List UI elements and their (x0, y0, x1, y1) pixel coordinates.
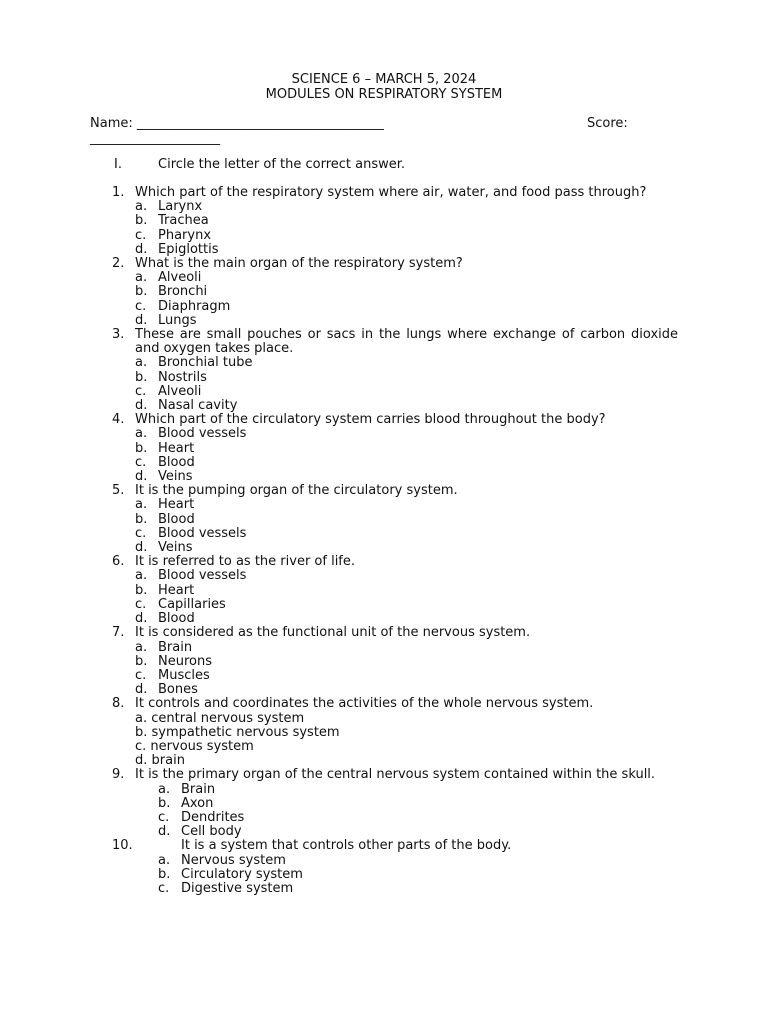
question-number: 10. (112, 838, 133, 854)
answer-option: a. Brain (135, 639, 193, 655)
question-text: It is a system that controls other parts of the body. (181, 838, 512, 854)
question-item (112, 555, 678, 626)
question-list (112, 186, 678, 896)
question-number: 6. (112, 554, 125, 570)
answer-option: b. Heart (135, 582, 195, 598)
answer-option: b. Blood (135, 511, 195, 527)
answer-option: b. Trachea (135, 213, 209, 229)
answer-option: a. central nervous system (135, 710, 305, 726)
answer-option: a. Larynx (135, 199, 203, 215)
answer-option: a. Alveoli (135, 270, 202, 286)
answer-option: c. Blood (135, 454, 195, 470)
question-text: It controls and coordinates the activities of the whole nervous system. (135, 696, 594, 712)
instruction (114, 157, 405, 172)
question-number: 2. (112, 256, 125, 272)
name-score-line (90, 116, 680, 146)
answer-option: c. Pharynx (135, 227, 212, 243)
question-text: It is referred to as the river of life. (135, 554, 356, 570)
question-text: It is the primary organ of the central nervous system contained within the skull. (135, 767, 656, 783)
answer-option: c. Muscles (135, 667, 210, 683)
header-title: SCIENCE 6 – MARCH 5, 2024 (291, 72, 477, 87)
answer-option: b. Neurons (135, 653, 212, 669)
question-text: Which part of the circulatory system carries blood throughout the body? (135, 412, 606, 428)
question-number: 5. (112, 483, 125, 499)
question-item (112, 328, 678, 413)
question-number: 1. (112, 185, 125, 200)
instruction-text: Circle the letter of the correct answer. (158, 157, 406, 172)
question-item (112, 413, 678, 484)
question-item (112, 484, 678, 555)
answer-option: d. brain (135, 753, 185, 769)
answer-option: c. Alveoli (135, 383, 202, 399)
answer-option: c. Diaphragm (135, 298, 231, 314)
question-number: 7. (112, 625, 125, 641)
question-text: It is considered as the functional unit of the nervous system. (135, 625, 531, 641)
answer-option: d. Blood (135, 611, 195, 627)
name-field: Name: ______________________________________ (90, 116, 384, 131)
answer-option: b. Circulatory system (158, 866, 303, 882)
answer-option: b. sympathetic nervous system (135, 724, 340, 740)
answer-option: c. Capillaries (135, 596, 226, 612)
question-text: Which part of the respiratory system where air, water, and food pass through? (135, 185, 647, 200)
answer-option: d. Veins (135, 540, 193, 556)
answer-option: b. Heart (135, 440, 195, 456)
answer-option: d. Bones (135, 682, 198, 698)
answer-option: b. Bronchi (135, 284, 208, 300)
header-subtitle: MODULES ON RESPIRATORY SYSTEM (265, 87, 503, 102)
document-header (0, 72, 768, 102)
answer-option: d. Cell body (158, 824, 242, 840)
answer-option: b. Nostrils (135, 369, 207, 385)
score-field-line: ____________________ (90, 131, 220, 146)
question-text: What is the main organ of the respiratory system? (135, 256, 463, 272)
question-number: 9. (112, 767, 125, 783)
instruction-number: I. (114, 157, 122, 172)
answer-option: d. Veins (135, 469, 193, 485)
question-item (112, 626, 678, 697)
question-number: 4. (112, 412, 125, 428)
answer-option: a. Bronchial tube (135, 355, 253, 371)
answer-option: c. nervous system (135, 738, 254, 754)
question-number: 8. (112, 696, 125, 712)
question-item (112, 697, 678, 768)
question-text: It is the pumping organ of the circulatory system. (135, 483, 458, 499)
answer-option: a. Nervous system (158, 852, 286, 868)
question-text: These are small pouches or sacs in the lungs where exchange of carbon dioxide and oxygen takes place. (135, 327, 678, 357)
question-item (112, 257, 678, 328)
answer-option: a. Brain (158, 781, 216, 797)
answer-option: d. Epiglottis (135, 241, 219, 257)
answer-option: c. Dendrites (158, 809, 245, 825)
answer-option: a. Heart (135, 497, 195, 513)
question-item (112, 768, 678, 839)
answer-option: a. Blood vessels (135, 426, 247, 442)
answer-option: c. Digestive system (158, 880, 294, 896)
answer-option: a. Blood vessels (135, 568, 247, 584)
answer-option: b. Axon (158, 795, 214, 811)
score-label: Score: (587, 116, 628, 131)
answer-option: c. Blood vessels (135, 525, 247, 541)
question-number: 3. (112, 327, 125, 343)
question-item (112, 186, 678, 257)
answer-option: d. Nasal cavity (135, 398, 238, 414)
question-item (112, 839, 678, 896)
answer-option: d. Lungs (135, 312, 197, 328)
